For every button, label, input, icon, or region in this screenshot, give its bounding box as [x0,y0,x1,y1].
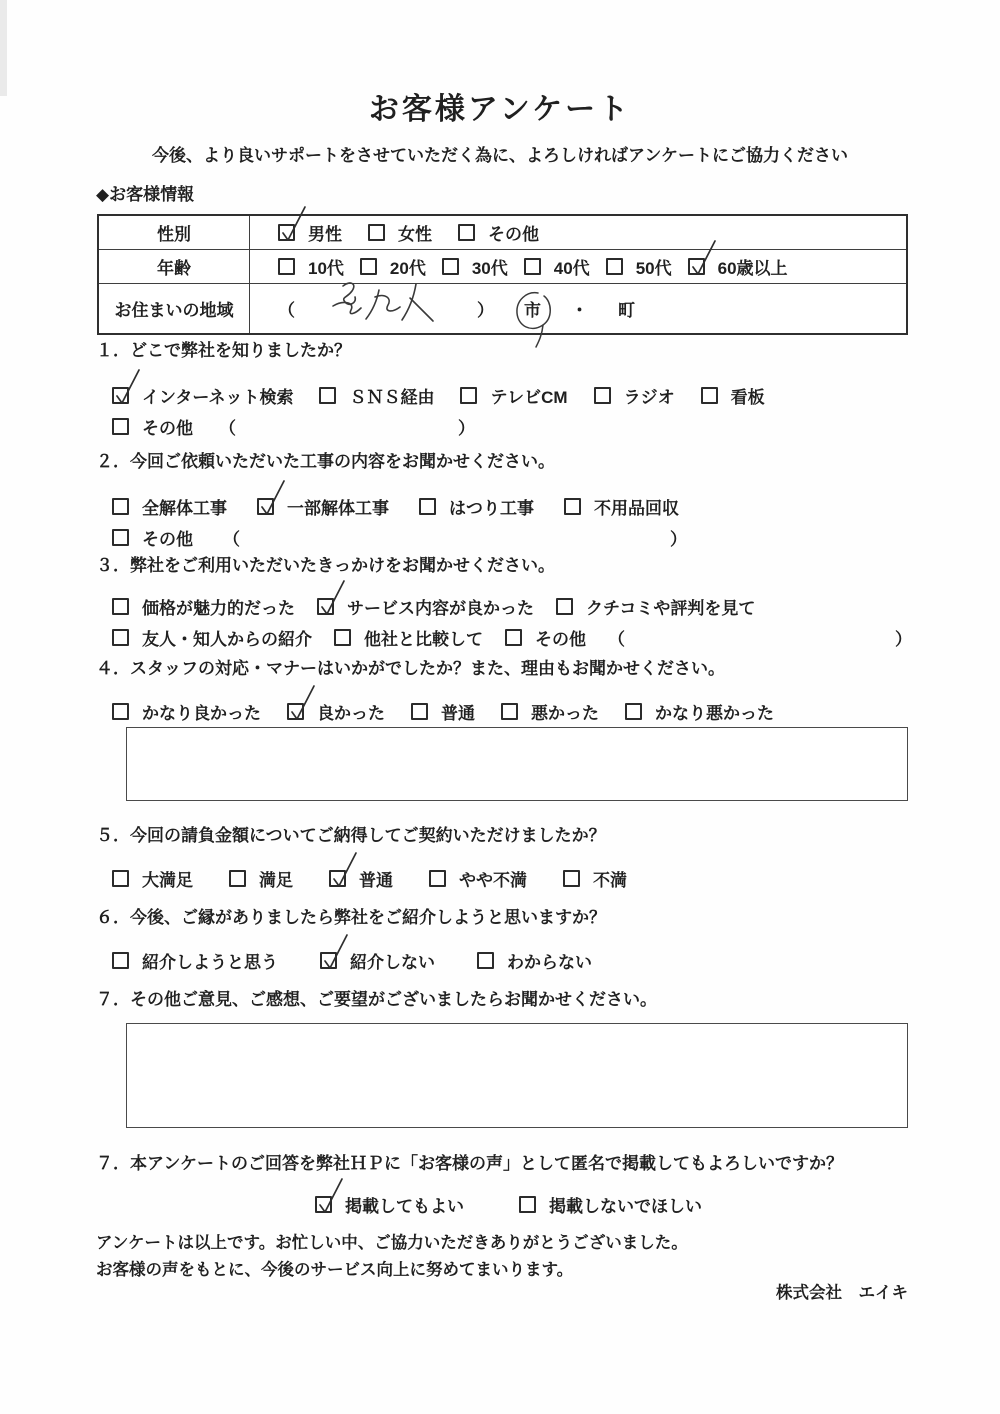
checkbox-label: 10代 [308,259,344,278]
checkbox-option [317,594,534,619]
checkbox-option [501,699,599,724]
checkbox-label: 大満足 [142,871,193,890]
checkbox-label: 看板 [730,388,765,407]
handwritten-check-mark [327,849,359,893]
question-2 [96,447,912,552]
static-text: ） [895,630,912,649]
handwritten-check-mark [313,1175,345,1219]
checkbox[interactable] [519,1196,536,1213]
checkbox-option [594,383,675,408]
checkbox[interactable] [319,387,336,404]
checkbox-option [112,383,293,408]
handwritten-check-mark [285,682,317,726]
checkbox-label: 60歳以上 [717,259,788,278]
checkbox-option [458,220,539,245]
company-name: 株式会社 エイキ [776,1284,908,1302]
scan-edge-artifact [0,0,7,96]
page-subtitle: 今後、より良いサポートをさせていただく為に、よろしければアンケートにご協力ください [152,146,848,165]
checkbox-label: 紹介しようと思う [142,953,278,972]
checkbox[interactable] [501,703,518,720]
checkbox-option [315,1192,464,1217]
checkbox-option [564,494,679,519]
checkbox-label: わからない [507,953,592,972]
footer-promise-line: お客様の声をもとに、今後のサービス向上に努めてまいります。 [96,1261,574,1279]
checkbox-label: 掲載してもよい [345,1197,464,1216]
checkbox[interactable] [505,629,522,646]
checkbox-label: 満足 [259,871,293,890]
checkbox[interactable] [278,258,295,275]
checkbox[interactable] [112,598,129,615]
option-row [315,1190,912,1219]
checkbox[interactable] [317,598,334,615]
checkbox[interactable] [419,498,436,515]
checkbox-label: 紹介しない [350,953,435,972]
checkbox-label: インターネット検索 [142,388,294,407]
circle-choice[interactable] [520,296,545,321]
customer-info-table [97,214,908,335]
checkbox-option [519,1192,702,1217]
checkbox-option [701,383,765,408]
checkbox-label: 普通 [441,704,475,723]
page-title: お客様アンケート [368,93,632,126]
checkbox-option [112,414,193,439]
checkbox-label: 友人・知人からの紹介 [142,630,312,649]
checkbox-label: かなり悪かった [655,704,774,723]
checkbox-label: 普通 [359,871,393,890]
static-text: （ [608,630,625,649]
checkbox-option [319,383,434,408]
checkbox[interactable] [625,703,642,720]
checkbox-label: はつり工事 [449,499,534,518]
table-row [99,216,906,250]
blank-fill-in-space[interactable] [647,637,873,638]
question-2-heading: ２．今回ご依頼いただいた工事の内容をお聞かせください。 [96,452,555,471]
checkbox[interactable] [112,387,129,404]
question-3-heading: ３．弊社をご利用いただいたきっかけをお聞かせください。 [96,556,555,575]
question-1-heading: １．どこで弊社を知りましたか？ [96,341,351,360]
blank-fill-in-space[interactable] [262,426,432,427]
table-row-label: お住まいの地域 [99,284,250,333]
option-row [250,284,906,333]
checkbox-option [460,383,567,408]
handwritten-check-mark [315,577,347,621]
option-row [112,864,912,893]
checkbox-label: 一部解体工事 [287,499,389,518]
checkbox-label: 50代 [635,259,672,278]
checkbox-option [524,254,590,279]
question-6 [96,903,912,975]
checkbox[interactable] [334,629,351,646]
checkbox[interactable] [329,870,346,887]
checkbox-label: 不用品回収 [594,499,679,518]
checkbox[interactable] [368,224,385,241]
checkbox-label: その他 [535,630,586,649]
checkbox-label: 悪かった [531,704,599,723]
checkbox-option [112,625,312,650]
checkbox-option [112,948,278,973]
checkbox-option [411,699,475,724]
checkbox[interactable] [411,703,428,720]
comment-box-q4[interactable] [126,727,908,801]
question-7b-heading: ７．本アンケートのご回答を弊社ＨＰに「お客様の声」として匿名で掲載してもよろしいですか？ [96,1154,843,1173]
checkbox-label: やや不満 [459,871,527,890]
checkbox[interactable] [112,529,129,546]
option-row [112,592,912,621]
question-6-heading: ６．今後、ご縁がありましたら弊社をご紹介しようと思いますか？ [96,908,606,927]
checkbox[interactable] [112,498,129,515]
checkbox-option [112,699,261,724]
checkbox[interactable] [112,952,129,969]
checkbox-option [112,594,295,619]
checkbox-label: ラジオ [623,388,675,407]
checkbox[interactable] [229,870,246,887]
checkbox[interactable] [477,952,494,969]
option-row [250,216,906,249]
checkbox-option [112,866,193,891]
checkbox-label: 良かった [317,704,385,723]
checkbox-option [229,866,293,891]
checkbox-option [334,625,483,650]
checkbox-option [477,948,592,973]
option-row [112,492,912,521]
checkbox[interactable] [556,598,573,615]
checkbox-option [429,866,527,891]
question-5-heading: ５．今回の請負金額についてご納得してご契約いただけましたか？ [96,826,606,845]
option-row [112,523,912,552]
checkbox[interactable] [458,224,475,241]
checkbox-option [329,866,393,891]
checkbox-option [112,494,227,519]
checkbox-label: 掲載しないでほしい [549,1197,702,1216]
static-text: （ [223,530,240,549]
checkbox-option [278,220,342,245]
checkbox-option [112,525,193,550]
checkbox-label: 20代 [389,259,426,278]
checkbox[interactable] [563,870,580,887]
handwritten-check-mark [255,477,287,521]
checkbox-option [257,494,389,519]
static-text: ） [477,301,494,320]
option-row [112,697,912,726]
checkbox-option [563,866,627,891]
checkbox-label: 全解体工事 [142,499,227,518]
checkbox[interactable] [460,387,477,404]
checkbox-label: サービス内容が良かった [347,599,534,618]
checkbox-label: 女性 [398,225,432,244]
static-text: （ [278,301,295,320]
checkbox-label: 30代 [471,259,508,278]
checkbox[interactable] [287,703,304,720]
checkbox-label: かなり良かった [142,704,261,723]
checkbox-option [320,948,435,973]
checkbox-label: 価格が魅力的だった [142,599,295,618]
question-7-heading: ７．その他ご意見、ご感想、ご要望がございましたらお聞かせください。 [96,990,657,1009]
checkbox-option [368,220,432,245]
question-7 [96,985,912,1128]
checkbox-label: その他 [142,419,193,438]
circle-choice[interactable] [614,296,639,321]
checkbox-option [442,254,508,279]
customer-info-heading: ◆お客様情報 [96,185,195,204]
checkbox-label: クチコミや評判を見て [586,599,756,618]
checkbox[interactable] [315,1196,332,1213]
option-row [112,623,912,652]
checkbox-option [688,254,788,279]
static-text: ・ [571,301,588,320]
checkbox[interactable] [360,258,377,275]
static-text: ） [670,530,687,549]
table-row-label: 年齢 [99,250,250,283]
question-5 [96,821,912,893]
handwritten-check-mark [318,931,350,975]
option-row [112,381,912,410]
footer-thanks-line: アンケートは以上です。お忙しい中、ご協力いただきありがとうございました。 [96,1234,688,1252]
checkbox[interactable] [112,870,129,887]
checkbox[interactable] [112,418,129,435]
checkbox-option [606,254,672,279]
static-text: ） [458,419,475,438]
checkbox-label: 40代 [553,259,590,278]
checkbox[interactable] [112,703,129,720]
handwritten-area-name [321,276,451,333]
checkbox[interactable] [442,258,459,275]
option-row [112,412,912,441]
checkbox-option [419,494,534,519]
table-row [99,250,906,284]
checkbox[interactable] [564,498,581,515]
checkbox[interactable] [606,258,623,275]
question-1 [96,336,912,441]
question-4-heading: ４．スタッフの対応・マナーはいかがでしたか？また、理由もお聞かせください。 [96,659,725,678]
question-7b-publish [96,1149,912,1219]
checkbox-option [287,699,385,724]
checkbox-option [505,625,586,650]
checkbox-option [556,594,755,619]
checkbox[interactable] [688,258,705,275]
checkbox-label: その他 [488,225,539,244]
checkbox-label: 他社と比較して [364,630,483,649]
checkbox[interactable] [278,224,295,241]
question-4 [96,654,912,801]
checkbox[interactable] [320,952,337,969]
static-text: （ [219,419,236,438]
table-row-label: 性別 [99,216,250,249]
handwritten-check-mark [110,366,142,410]
checkbox-label: テレビCM [490,388,568,407]
option-row [112,946,912,975]
question-3 [96,551,912,652]
checkbox[interactable] [594,387,611,404]
blank-fill-in-space[interactable] [270,537,640,538]
circle-choice-label: 市 [524,301,541,320]
checkbox[interactable] [429,870,446,887]
checkbox-option [625,699,774,724]
checkbox[interactable] [257,498,274,515]
checkbox-label: ＳＮＳ経由 [349,388,435,407]
checkbox[interactable] [524,258,541,275]
checkbox-label: 不満 [593,871,627,890]
checkbox[interactable] [112,629,129,646]
handwritten-check-mark [276,203,308,247]
checkbox-label: その他 [142,530,193,549]
checkbox[interactable] [701,387,718,404]
table-row [99,284,906,333]
comment-box-q7[interactable] [126,1023,908,1128]
checkbox-label: 男性 [308,225,342,244]
circle-choice-label: 町 [618,301,635,320]
